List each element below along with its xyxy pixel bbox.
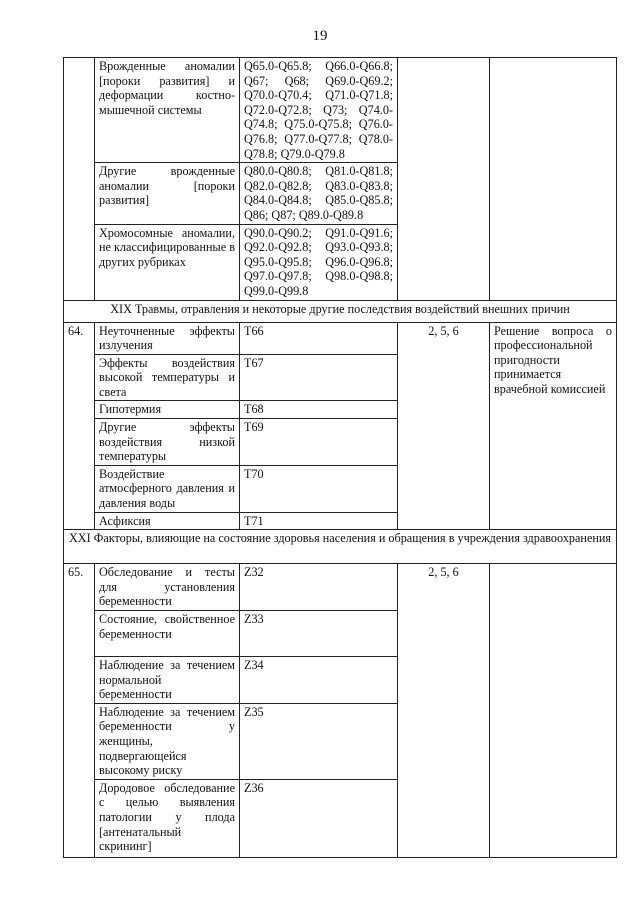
harmful-factors-cell: 2, 5, 6 [398,564,490,858]
item-number: 64. [64,322,95,530]
harmful-factors-cell [398,58,490,301]
disease-name-cell: Обследование и тесты для установления беременности [95,564,240,611]
icd-codes-cell: T71 [240,512,398,530]
section-title: XIX Травмы, отравления и некоторые другие последствия воздействий внешних причин [64,300,617,322]
icd-codes-cell: T68 [240,401,398,419]
disease-name-cell: Хромосомные аномалии, не классифицированные в других рубриках [95,224,240,300]
section-header-row [64,300,617,322]
icd-codes-cell: Z33 [240,611,398,657]
section-title: XXI Факторы, влияющие на состояние здоровья населения и обращения в учреждения здравоохранения [64,530,617,564]
table-row [64,322,617,354]
icd-codes-cell: Z32 [240,564,398,611]
disease-name-cell: Неуточненные эффекты излучения [95,322,240,354]
disease-name-cell: Эффекты воздействия высокой температуры и света [95,354,240,401]
harmful-factors-cell: 2, 5, 6 [398,322,490,530]
table-row [64,564,617,611]
icd-codes-cell: T67 [240,354,398,401]
disease-name-cell: Дородовое обследование с целью выявления патологии у плода [антенатальный скрининг] [95,779,240,857]
disease-name-cell: Асфиксия [95,512,240,530]
disease-name-cell: Состояние, свойственное беременности [95,611,240,657]
icd-codes-cell: T66 [240,322,398,354]
disease-name-cell: Гипотермия [95,401,240,419]
item-number: 65. [64,564,95,858]
note-cell: Решение вопроса о профессиональной пригодности принимается врачебной комиссией [490,322,617,530]
icd-codes-cell: Z36 [240,779,398,857]
icd-codes-cell: T70 [240,465,398,512]
disease-name-cell: Врожденные аномалии [пороки развития] и деформации костно-мышечной системы [95,58,240,163]
item-number-cell [64,58,95,301]
note-cell [490,58,617,301]
disease-name-cell: Наблюдение за течением беременности у женщины, подвергающейся высокому риску [95,703,240,779]
note-cell [490,564,617,858]
icd-codes-cell: Q90.0-Q90.2; Q91.0-Q91.6; Q92.0-Q92.8; Q93.0-Q93.8; Q95.0-Q95.8; Q96.0-Q96.8; Q97.0-Q97.8; Q98.0-Q98.8; Q99.0-Q99.8 [240,224,398,300]
diseases-table [63,57,617,858]
disease-name-cell: Наблюдение за течением нормальной беременности [95,657,240,704]
icd-codes-cell: Q80.0-Q80.8; Q81.0-Q81.8; Q82.0-Q82.8; Q83.0-Q83.8; Q84.0-Q84.8; Q85.0-Q85.8; Q86; Q87; Q89.0-Q89.8 [240,163,398,224]
page-number: 19 [312,28,328,44]
disease-name-cell: Воздействие атмосферного давления и давления воды [95,465,240,512]
table-row [64,58,617,163]
disease-name-cell: Другие эффекты воздействия низкой температуры [95,419,240,466]
icd-codes-cell: Q65.0-Q65.8; Q66.0-Q66.8; Q67; Q68; Q69.0-Q69.2; Q70.0-Q70.4; Q71.0-Q71.8; Q72.0-Q72.8; Q73; Q74.0-Q74.8; Q75.0-Q75.8; Q76.0-Q76.8; Q77.0-Q77.8; Q78.0-Q78.8; Q79.0-Q79.8 [240,58,398,163]
section-header-row [64,530,617,564]
icd-codes-cell: T69 [240,419,398,466]
icd-codes-cell: Z35 [240,703,398,779]
disease-name-cell: Другие врожденные аномалии [пороки развития] [95,163,240,224]
icd-codes-cell: Z34 [240,657,398,704]
